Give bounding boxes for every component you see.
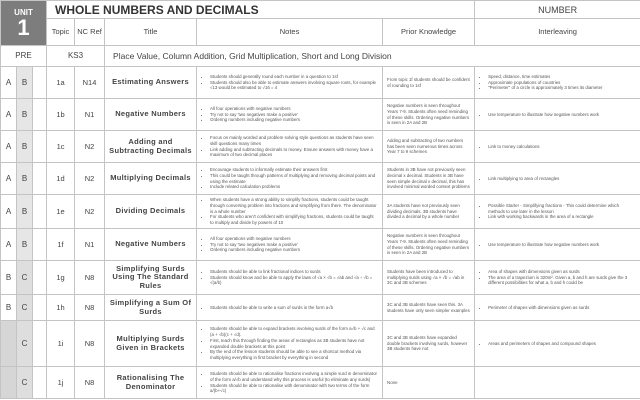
spacer-cell: [33, 321, 47, 367]
note-item: • Students should be able to write a sum of surds in the form a√b: [210, 305, 378, 311]
prior-text: Students have been introduced to multiplying surds using √a × √b = √ab in 3C and 3B schemes: [387, 268, 465, 286]
interleaving-item: • Use temperature to illustrate how negative numbers work: [488, 112, 636, 118]
table-row: [1, 67, 640, 99]
spacer-cell: [33, 367, 47, 399]
level-second: B: [17, 99, 33, 131]
level-second: B: [17, 67, 33, 99]
topic-code: 1f: [47, 229, 75, 261]
header-nc-ref: NC Ref: [75, 19, 105, 46]
nc-ref: N2: [75, 131, 105, 163]
topic-code: 1h: [47, 295, 75, 321]
pre-label: PRE: [1, 46, 47, 67]
nc-ref: N8: [75, 261, 105, 295]
note-item: • All four operations with negative numbers: [210, 106, 378, 112]
strand-label: NUMBER: [475, 1, 640, 19]
topic-code: 1d: [47, 163, 75, 195]
notes-cell: [197, 67, 383, 99]
notes-cell: [197, 163, 383, 195]
note-item: • First, teach this through finding the areas of rectangles as 3B students have not expanded double brackets at this point: [210, 338, 378, 349]
table-row: [1, 261, 640, 295]
pre-description: Place Value, Column Addition, Grid Multiplication, Short and Long Division: [105, 46, 640, 67]
nc-ref: N1: [75, 99, 105, 131]
header-prior-knowledge: Prior Knowledge: [383, 19, 475, 46]
note-item: • Students should be able to expand brackets involving surds of the form a√b + √c and (a + √b)(c + √d).: [210, 326, 378, 337]
topic-code: 1g: [47, 261, 75, 295]
level-second: B: [17, 195, 33, 229]
note-item: • When students have a strong ability to simplify fractions, students could be taught through converting problem into fractions and simplifying from there. The denominator is a whole number: [210, 197, 378, 214]
interleaving-item: • Perimeter of shapes with dimensions given as surds: [488, 305, 636, 311]
prior-knowledge-cell: [383, 295, 475, 321]
spacer-cell: [33, 99, 47, 131]
note-item: • Encourage students to informally estimate their answers first: [210, 167, 378, 173]
spacer-cell: [33, 163, 47, 195]
unit-badge: [1, 1, 47, 46]
table-row: [1, 229, 640, 261]
lesson-title: Dividing Decimals: [105, 195, 197, 229]
level-second: B: [17, 229, 33, 261]
notes-cell: [197, 321, 383, 367]
interleaving-cell: [475, 321, 640, 367]
interleaving-item: • Link to money calculations: [488, 144, 636, 150]
note-item: • By the end of the lesson students should be able to see a shortcut method via multiplying everything in first bracket by everything in second: [210, 349, 378, 360]
interleaving-item: • Areas and perimeters of shapes and compound shapes: [488, 341, 636, 347]
interleaving-item: • Approximate populations of countries: [488, 80, 636, 86]
level-second: B: [17, 163, 33, 195]
interleaving-item: • Possible Starter - Simplifying fractions - This could determine which methods to use later in the lesson: [488, 203, 636, 214]
note-item: • Include related calculation problems: [210, 184, 378, 190]
header-interleaving: Interleaving: [475, 19, 640, 46]
topic-code: 1b: [47, 99, 75, 131]
interleaving-item: • Link with working backwards in the area of a rectangle: [488, 214, 636, 220]
nc-ref: N8: [75, 321, 105, 367]
table-row: [1, 163, 640, 195]
interleaving-cell: [475, 367, 640, 399]
interleaving-cell: [475, 195, 640, 229]
table-row: [1, 195, 640, 229]
prior-knowledge-cell: [383, 261, 475, 295]
level-first: A: [1, 229, 17, 261]
spacer-cell: [33, 67, 47, 99]
prior-text: From topic 1f students should be confident of rounding to 1sf: [387, 76, 470, 88]
unit-title-row: [1, 1, 640, 19]
level-second: C: [17, 367, 33, 399]
interleaving-item: • Area of shapes with dimensions given as surds: [488, 269, 636, 275]
prior-knowledge-cell: [383, 321, 475, 367]
note-item: • Students should be able to rationalise fractions involving a simple surd in denominator of the form a/√b and understand why this process is useful (to eliminate any surds): [210, 371, 378, 382]
level-first: A: [1, 163, 17, 195]
note-item: • Try not to say 'two negatives make a positive': [210, 242, 378, 248]
note-item: • Students should also be able to estimate answers involving square roots, for example √13 would be estimated to √16 = 4: [210, 80, 378, 91]
header-topic: Topic: [47, 19, 75, 46]
interleaving-item: • Speed, distance, time estimates: [488, 74, 636, 80]
lesson-title: Estimating Answers: [105, 67, 197, 99]
note-item: • Focus on mainly worded and problem solving style questions as students have seen skill questions many times: [210, 135, 378, 146]
lesson-title: Simplifying Surds Using The Standard Rules: [105, 261, 197, 295]
level-second: C: [17, 261, 33, 295]
level-first: B: [1, 295, 17, 321]
header-title: Title: [105, 19, 197, 46]
pre-ref: KS3: [47, 46, 105, 67]
notes-cell: [197, 229, 383, 261]
notes-cell: [197, 99, 383, 131]
interleaving-cell: [475, 99, 640, 131]
note-item: • Students should generally round each number in a question to 1sf: [210, 74, 378, 80]
prior-text: 3C and 3B students have seen this. 3A students have only seen simpler examples: [387, 301, 470, 313]
level-first: A: [1, 195, 17, 229]
note-item: • Ordering numbers including negative numbers: [210, 247, 378, 253]
interleaving-cell: [475, 261, 640, 295]
prior-knowledge-cell: [383, 195, 475, 229]
nc-ref: N1: [75, 229, 105, 261]
note-item: • This could be taught through patterns of multiplying and removing decimal points and using the estimate: [210, 173, 378, 184]
lesson-title: Negative Numbers: [105, 99, 197, 131]
interleaving-cell: [475, 131, 640, 163]
interleaving-item: • The area of a trapezium is 320m². Given a, b and h are surds give the 3 different possibilities for what a, b and h could be: [488, 275, 636, 286]
lesson-title: Simplifying a Sum Of Surds: [105, 295, 197, 321]
level-second: C: [17, 321, 33, 367]
spacer-cell: [33, 195, 47, 229]
lesson-title: Rationalising The Denominator: [105, 367, 197, 399]
level-second: C: [17, 295, 33, 321]
prior-text: 3A students have not previously seen dividing decimals. 3B students have divided a decimal by a whole number: [387, 202, 460, 220]
table-row: [1, 321, 640, 367]
lesson-title: Adding and Subtracting Decimals: [105, 131, 197, 163]
unit-label: UNIT: [14, 8, 33, 17]
notes-cell: [197, 295, 383, 321]
level-first: [1, 367, 17, 399]
header-notes: Notes: [197, 19, 383, 46]
prior-text: 3C and 3B students have expanded double brackets involving surds, however 3B students have not: [387, 334, 468, 352]
note-item: • For students who aren't confident with simplifying fractions, students could be taught to multiply and divide by powers of 10: [210, 214, 378, 225]
table-row: [1, 99, 640, 131]
interleaving-item: • Use temperature to illustrate how negative numbers work: [488, 242, 636, 248]
note-item: • All four operations with negative numbers: [210, 236, 378, 242]
prior-text: Adding and subtracting of two numbers has been seen numerous times across Year 7 to 9 schemes: [387, 137, 464, 155]
nc-ref: N14: [75, 67, 105, 99]
spacer-cell: [33, 131, 47, 163]
unit-number: 1: [17, 15, 30, 40]
nc-ref: N2: [75, 195, 105, 229]
prior-text: Negative numbers is seen throughout Years 7-9. Students often need reminding of these skills. Ordering negative numbers is seen in 2A and 2B: [387, 103, 470, 126]
prior-knowledge-cell: [383, 67, 475, 99]
prior-knowledge-cell: [383, 367, 475, 399]
spacer-cell: [33, 295, 47, 321]
note-item: • Students should be able to link fractional indices to surds: [210, 269, 378, 275]
spacer-cell: [33, 229, 47, 261]
interleaving-cell: [475, 295, 640, 321]
note-item: • Students should know and be able to apply the laws of √a × √b = √ab and √a ÷ √b = √(a/b): [210, 275, 378, 286]
prior-knowledge-cell: [383, 131, 475, 163]
interleaving-item: • "Perimeter" of a circle is approximately 3 times its diameter: [488, 85, 636, 91]
table-row: [1, 131, 640, 163]
interleaving-cell: [475, 229, 640, 261]
column-header-row: [1, 19, 640, 46]
topic-code: 1c: [47, 131, 75, 163]
level-first: A: [1, 99, 17, 131]
level-first: A: [1, 131, 17, 163]
nc-ref: N8: [75, 295, 105, 321]
table-row: [1, 367, 640, 399]
prior-text: Negative numbers is seen throughout Years 7-9. Students often need reminding of these skills. Ordering negative numbers is seen in 2A and 2B: [387, 233, 470, 256]
lesson-title: Negative Numbers: [105, 229, 197, 261]
interleaving-cell: [475, 67, 640, 99]
interleaving-item: • Link multiplying to area of rectangles: [488, 176, 636, 182]
notes-cell: [197, 367, 383, 399]
spacer-cell: [33, 261, 47, 295]
level-first: [1, 321, 17, 367]
topic-code: 1e: [47, 195, 75, 229]
notes-cell: [197, 195, 383, 229]
note-item: • Students should be able to rationalise with denominator with two terms of the form a/(b+√c): [210, 383, 378, 394]
prior-knowledge-cell: [383, 99, 475, 131]
nc-ref: N2: [75, 163, 105, 195]
note-item: • Try not to say 'two negatives make a positive': [210, 112, 378, 118]
interleaving-cell: [475, 163, 640, 195]
topic-code: 1a: [47, 67, 75, 99]
level-first: B: [1, 261, 17, 295]
note-item: • Link adding and subtracting decimals to money. Ensure answers with money have a maximum of two decimal places: [210, 147, 378, 158]
table-row: [1, 295, 640, 321]
lesson-title: Multiplying Surds Given in Brackets: [105, 321, 197, 367]
nc-ref: N8: [75, 367, 105, 399]
prior-knowledge-cell: [383, 229, 475, 261]
lesson-title: Multiplying Decimals: [105, 163, 197, 195]
prior-knowledge-cell: [383, 163, 475, 195]
unit-title: WHOLE NUMBERS AND DECIMALS: [47, 1, 475, 19]
level-second: B: [17, 131, 33, 163]
topic-code: 1i: [47, 321, 75, 367]
notes-cell: [197, 261, 383, 295]
topic-code: 1j: [47, 367, 75, 399]
pre-row: [1, 46, 640, 67]
level-first: A: [1, 67, 17, 99]
prior-text: None: [387, 379, 398, 385]
notes-cell: [197, 131, 383, 163]
note-item: • Ordering numbers including negative numbers: [210, 117, 378, 123]
prior-text: Students in 3B have not previously seen decimal x decimal. Students in 3B have seen simple decimal x decimal, this has involved minimal worded context problems: [387, 167, 470, 190]
